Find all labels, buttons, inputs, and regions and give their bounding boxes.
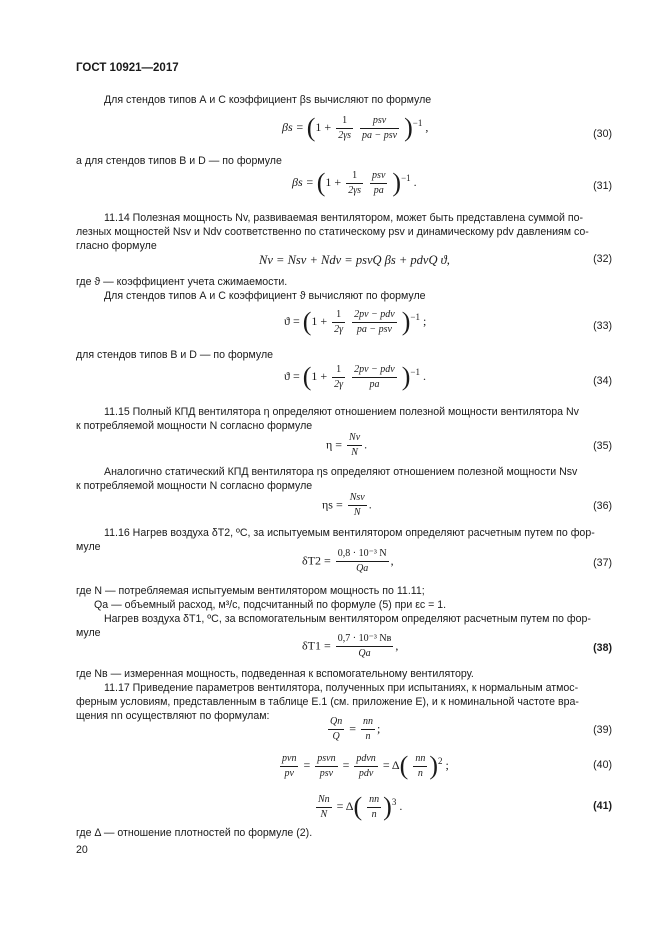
formula-31: βs = (1 + $\frac{1}{2\gamma s}$ $\frac{\text{psv}}{pa}$ )$^{-1}$ . xyxy=(292,168,417,197)
definition-delta: где Δ — отношение плотностей по формуле (2). xyxy=(76,827,313,839)
paragraph-11-15-line1: 11.15 Полный КПД вентилятора η определяют отношением полезной мощности вентилятора Nv xyxy=(104,406,579,418)
formula-38: δT1 = $\frac{\text{0,7 · 10⁻³ Nв}}{Qa}$ , xyxy=(302,633,399,659)
paragraph-theta-ac: Для стендов типов А и С коэффициент ϑ вычисляют по формуле xyxy=(104,290,426,302)
paragraph-static-efficiency-line2: к потребляемой мощности N согласно формуле xyxy=(76,480,313,492)
paragraph-11-15-line2: к потребляемой мощности N согласно формуле xyxy=(76,420,313,432)
definition-N: где N — потребляемая испытуемым вентилятором мощность по 11.11; xyxy=(76,585,425,597)
formula-number-36: (36) xyxy=(593,500,612,512)
paragraph-11-16-line1: 11.16 Нагрев воздуха δT2, ºС, за испытуемым вентилятором определяют расчетным путем по фор- xyxy=(104,527,595,539)
paragraph-beta-ac: Для стендов типов А и С коэффициент βs вычисляют по формуле xyxy=(104,94,432,106)
paragraph-11-14-line3: гласно формуле xyxy=(76,240,157,252)
standard-header: ГОСТ 10921—2017 xyxy=(76,62,179,74)
formula-39: $\frac{Qn}{Q}$ = $\frac{nn}{n}$ ; xyxy=(330,716,381,742)
formula-36: ηs = $\frac{\text{Nsv}}{N}$ . xyxy=(322,492,372,518)
paragraph-11-14-line2: лезных мощностей Nsv и Ndv соответственно по статическому psv и динамическому pdv давлениям со- xyxy=(76,226,589,238)
page-number: 20 xyxy=(76,844,88,856)
paragraph-heat-aux-line2: муле xyxy=(76,627,101,639)
definition-Qa: Qa — объемный расход, м³/с, подсчитанный по формуле (5) при εc = 1. xyxy=(94,599,447,611)
formula-number-41: (41) xyxy=(593,800,612,812)
formula-41: $\frac{Nn}{N}$ = Δ( $\frac{nn}{n}$ )$^3$ . xyxy=(318,792,403,821)
formula-number-35: (35) xyxy=(593,440,612,452)
formula-33: ϑ = (1 + $\frac{1}{2\gamma}$ $\frac{\text{2pv − pdv}}{\text{pa − psv}}$ )$^{-1}$ ; xyxy=(284,307,427,336)
paragraph-beta-bd: а для стендов типов В и D — по формуле xyxy=(76,155,282,167)
definition-Nv: где Nв — измеренная мощность, подведенная к вспомогательному вентилятору. xyxy=(76,668,474,680)
formula-35: η = $\frac{Nv}{N}$ . xyxy=(326,432,368,458)
formula-30: βs = (1 + $\frac{1}{2\gamma s}$ $\frac{\text{psv}}{\text{pa − psv}}$ )$^{-1}$ , xyxy=(282,113,429,142)
formula-number-32: (32) xyxy=(593,253,612,265)
formula-number-39: (39) xyxy=(593,724,612,736)
paragraph-11-17-line3: щения nn осуществляют по формулам: xyxy=(76,710,270,722)
formula-number-38: (38) xyxy=(593,642,612,654)
formula-40: $\frac{\text{pvn}}{pv}$ = $\frac{\text{psvn}}{\text{psv}}$ = $\frac{\text{pdvn}}{\text{pdv}}$ = Δ( $\frac{nn}{n}$ )$^2$ ; xyxy=(282,751,449,780)
paragraph-static-efficiency-line1: Аналогично статический КПД вентилятора ηs определяют отношением полезной мощности Nsv xyxy=(104,466,578,478)
paragraph-11-17-line1: 11.17 Приведение параметров вентилятора, полученных при испытаниях, к нормальным атмос- xyxy=(104,682,579,694)
paragraph-11-14-line1: 11.14 Полезная мощность Nv, развиваемая вентилятором, может быть представлена суммой по- xyxy=(104,212,584,224)
paragraph-11-16-line2: муле xyxy=(76,541,101,553)
formula-number-31: (31) xyxy=(593,180,612,192)
paragraph-theta-bd: для стендов типов В и D — по формуле xyxy=(76,349,274,361)
formula-number-33: (33) xyxy=(593,320,612,332)
paragraph-11-17-line2: ферным условиям, представленным в таблице Е.1 (см. приложение Е), и к номинальной частоте вра- xyxy=(76,696,579,708)
paragraph-heat-aux-line1: Нагрев воздуха δT1, ºС, за вспомогательным вентилятором определяют расчетным путем по фор- xyxy=(104,613,591,625)
formula-number-34: (34) xyxy=(593,375,612,387)
formula-number-37: (37) xyxy=(593,557,612,569)
formula-number-30: (30) xyxy=(593,128,612,140)
formula-32: Nv = Nsv + Ndv = psvQ βs + pdvQ ϑ, xyxy=(259,253,450,267)
paragraph-theta-definition: где ϑ — коэффициент учета сжимаемости. xyxy=(76,276,288,288)
formula-34: ϑ = (1 + $\frac{1}{2\gamma}$ $\frac{\text{2pv − pdv}}{pa}$ )$^{-1}$ . xyxy=(284,362,426,391)
formula-number-40: (40) xyxy=(593,759,612,771)
formula-37: δT2 = $\frac{\text{0,8 · 10⁻³ N}}{Qa}$ , xyxy=(302,548,394,574)
